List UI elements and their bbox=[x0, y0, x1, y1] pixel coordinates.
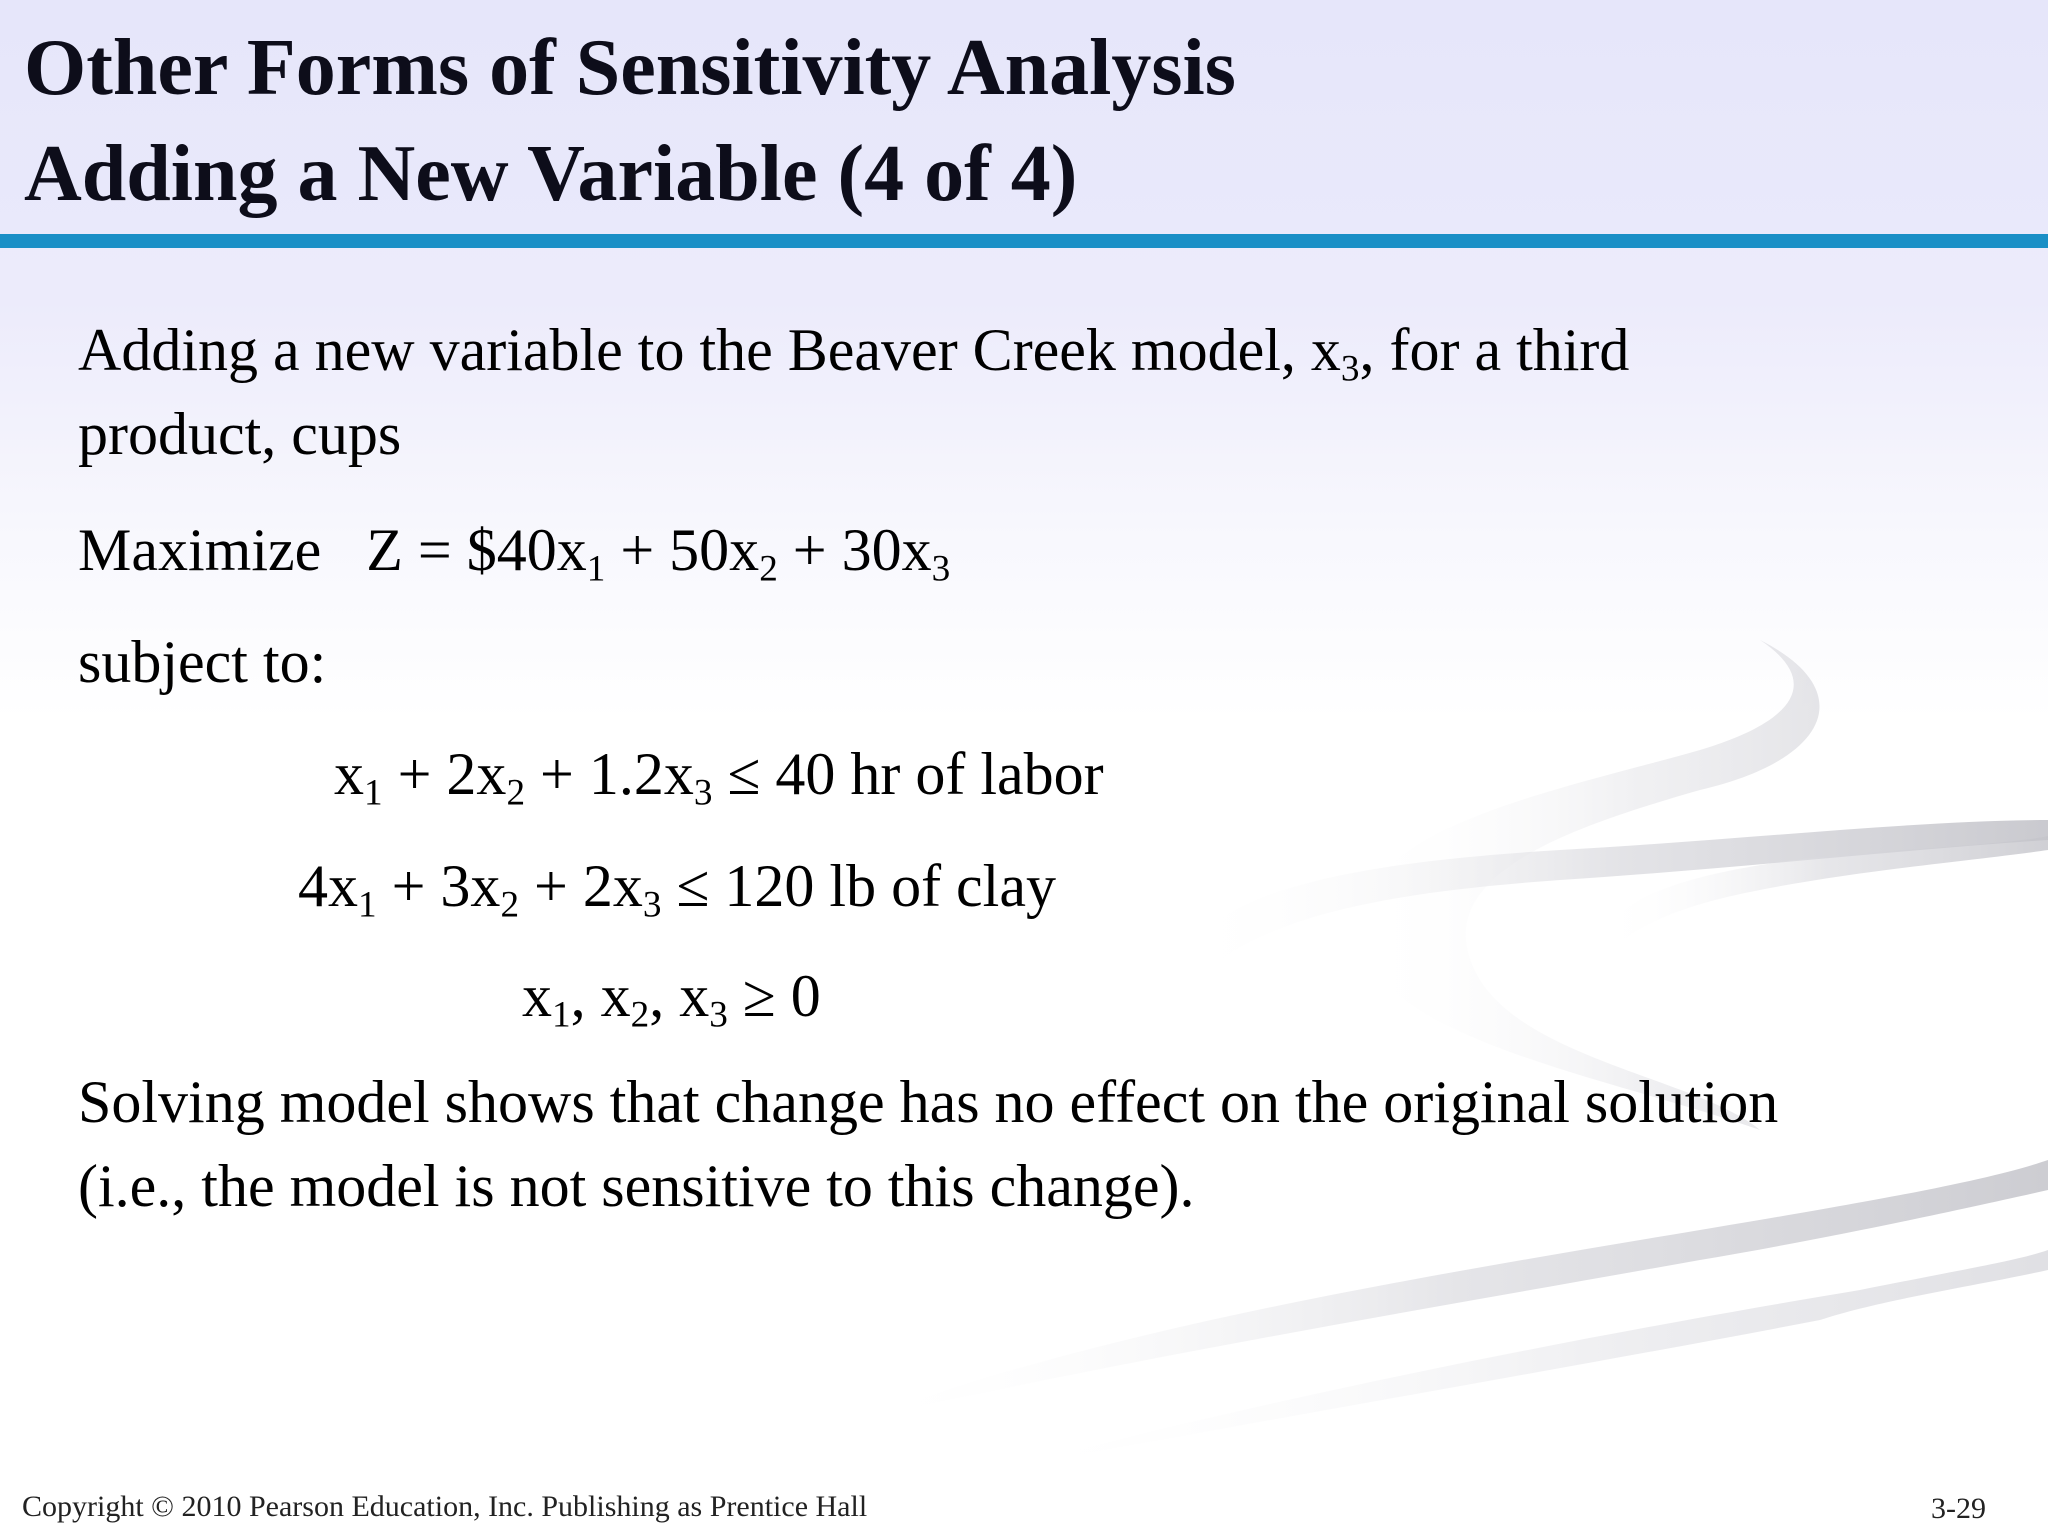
nonneg-term-3: , x bbox=[649, 963, 710, 1029]
constraint-clay-sub-1: 1 bbox=[358, 884, 377, 926]
objective-term-2: + 50x bbox=[605, 517, 760, 583]
nonneg-rhs: ≥ 0 bbox=[727, 963, 821, 1029]
constraint-clay-term-2: + 3x bbox=[376, 853, 501, 919]
subject-to-label: subject to: bbox=[78, 629, 327, 695]
nonneg-sub-3: 3 bbox=[709, 994, 728, 1036]
nonneg-term-2: , x bbox=[570, 963, 631, 1029]
objective-function bbox=[78, 508, 950, 592]
intro-text-line2: product, cups bbox=[78, 401, 402, 467]
constraint-labor-term-2: + 2x bbox=[382, 741, 507, 807]
objective-sub-1: 1 bbox=[586, 548, 606, 590]
conclusion-line-2: (i.e., the model is not sensitive to this change). bbox=[78, 1153, 1195, 1219]
constraint-labor-sub-3: 3 bbox=[693, 772, 713, 814]
constraint-clay-term-3: + 2x bbox=[519, 853, 643, 919]
objective-label: Maximize Z = $40x bbox=[78, 517, 587, 583]
constraint-clay-term-1: 4x bbox=[298, 853, 358, 919]
conclusion-paragraph bbox=[78, 1060, 1778, 1228]
constraint-labor-rhs: ≤ 40 hr of labor bbox=[712, 741, 1104, 807]
constraint-labor-term-1: x bbox=[334, 741, 364, 807]
slide-title-line-2: Adding a New Variable (4 of 4) bbox=[24, 130, 1078, 218]
constraint-nonnegativity bbox=[522, 954, 821, 1038]
constraint-labor bbox=[334, 732, 1104, 816]
objective-sub-3: 3 bbox=[931, 548, 951, 590]
nonneg-sub-2: 2 bbox=[630, 994, 650, 1036]
nonneg-term-1: x bbox=[522, 963, 552, 1029]
intro-text: Adding a new variable to the Beaver Creek model, x bbox=[78, 317, 1341, 383]
constraint-labor-sub-1: 1 bbox=[364, 772, 383, 814]
constraint-clay-sub-2: 2 bbox=[500, 884, 520, 926]
constraint-labor-term-3: + 1.2x bbox=[525, 741, 694, 807]
nonneg-sub-1: 1 bbox=[552, 994, 571, 1036]
footer-copyright: Copyright © 2010 Pearson Education, Inc. Publishing as Prentice Hall bbox=[22, 1490, 868, 1523]
intro-subscript: 3 bbox=[1340, 348, 1360, 390]
objective-sub-2: 2 bbox=[759, 548, 778, 590]
conclusion-line-1: Solving model shows that change has no effect on the original solution bbox=[78, 1069, 1779, 1135]
constraint-labor-sub-2: 2 bbox=[506, 772, 526, 814]
objective-term-3: + 30x bbox=[777, 517, 932, 583]
constraint-clay-rhs: ≤ 120 lb of clay bbox=[661, 853, 1056, 919]
slide-number: 3-29 bbox=[1931, 1492, 1986, 1525]
intro-paragraph bbox=[78, 308, 1629, 476]
slide-title-line-1: Other Forms of Sensitivity Analysis bbox=[24, 24, 1236, 112]
intro-text-cont: , for a third bbox=[1359, 317, 1630, 383]
constraint-clay bbox=[298, 844, 1056, 928]
constraint-clay-sub-3: 3 bbox=[642, 884, 662, 926]
